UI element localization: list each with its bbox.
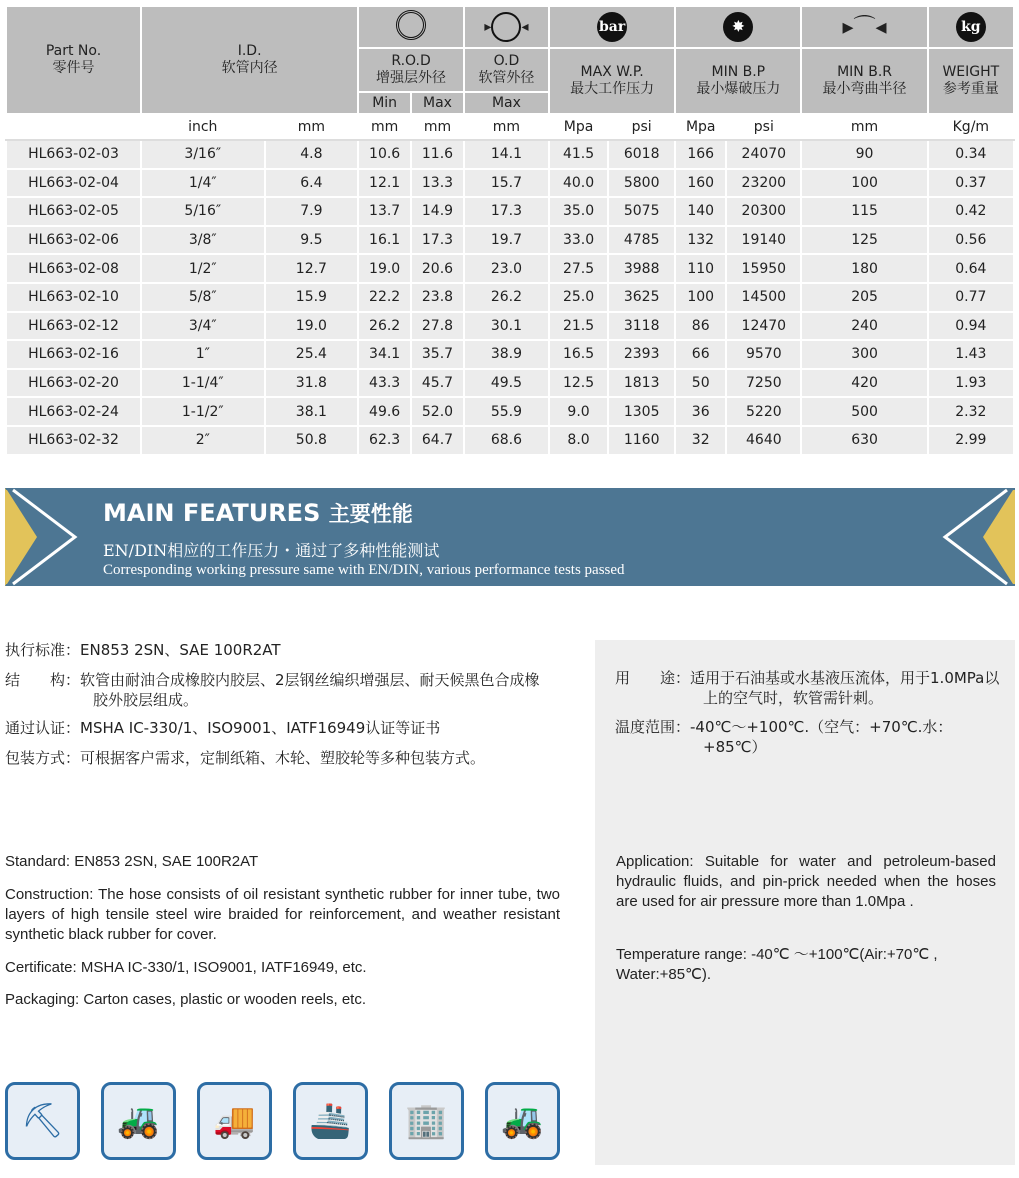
part-header: Part No. 零件号 [6,6,141,114]
table-cell: 0.64 [928,254,1014,283]
table-cell: 25.0 [549,283,608,312]
table-cell: 3625 [608,283,675,312]
table-cell: 3118 [608,312,675,341]
application-icons [5,1082,560,1160]
table-cell: 26.2 [358,312,411,341]
table-cell: 2393 [608,340,675,369]
table-cell: 35.7 [411,340,464,369]
od-max: Max [464,92,549,114]
table-cell: 24070 [726,140,801,169]
table-cell: HL663-02-08 [6,254,141,283]
table-cell: 68.6 [464,426,549,455]
table-cell: 16.1 [358,226,411,255]
table-cell: 205 [801,283,927,312]
cn-temperature: 温度范围：-40℃～+100℃.（空气：+70℃.水：+85℃） [615,718,953,756]
table-cell: 500 [801,397,927,426]
table-cell: 25.4 [265,340,359,369]
table-cell: 110 [675,254,726,283]
building-icon: 🏢 [389,1082,464,1160]
table-cell: 0.56 [928,226,1014,255]
od-icon: ▸ ◂ [464,6,549,48]
table-cell: 64.7 [411,426,464,455]
en-application: Application: Suitable for water and petroleum-based hydraulic fluids, and pin-prick needed when the hoses are used for air pressure more than 1.0Mpa . [616,853,996,910]
table-cell: 66 [675,340,726,369]
en-packaging: Packaging: Carton cases, plastic or wooden reels, etc. [5,991,367,1008]
table-cell: 1.93 [928,369,1014,398]
banner-line-en: Corresponding working pressure same with EN/DIN, various performance tests passed [103,562,625,578]
table-cell: 34.1 [358,340,411,369]
ship-crane-icon: 🚢 [293,1082,368,1160]
rod-header: R.O.D 增强层外径 [358,48,464,92]
table-cell: 3/16″ [141,140,265,169]
table-cell: 52.0 [411,397,464,426]
table-cell: 1160 [608,426,675,455]
table-cell: 0.34 [928,140,1014,169]
cn-construction: 结 构：软管由耐油合成橡胶内胶层、2层钢丝编织增强层、耐天候黑色合成橡胶外胶层组成。 [5,671,540,709]
banner-title-cn: 主要性能 [328,502,413,526]
tractor-field-icon: 🚜 [485,1082,560,1160]
table-cell: 630 [801,426,927,455]
spec-table [5,5,1015,456]
wp-header: MAX W.P. 最大工作压力 [549,48,675,114]
table-cell: HL663-02-04 [6,169,141,198]
en-construction: Construction: The hose consists of oil resistant synthetic rubber for inner tube, two layers of high tensile steel wire braided for reinforcement, and weather resistant synthetic black rubber for cover. [5,886,560,943]
table-cell: HL663-02-10 [6,283,141,312]
table-row [6,426,1014,455]
table-cell: 10.6 [358,140,411,169]
table-cell: 5220 [726,397,801,426]
table-cell: 16.5 [549,340,608,369]
rod-icon [358,6,464,48]
table-cell: 20300 [726,197,801,226]
cn-packaging: 包装方式：可根据客户需求，定制纸箱、木轮、塑胶轮等多种包装方式。 [5,749,486,767]
unit-cell: psi [608,114,675,140]
table-cell: 41.5 [549,140,608,169]
table-row [6,169,1014,198]
table-cell: 160 [675,169,726,198]
wheel-loader-icon: 🚜 [101,1082,176,1160]
od-header: O.D 软管外径 [464,48,549,92]
table-row [6,140,1014,169]
table-cell: 5075 [608,197,675,226]
table-cell: 33.0 [549,226,608,255]
en-certificate: Certificate: MSHA IC-330/1, ISO9001, IATF16949, etc. [5,959,367,976]
kg-icon: kg [928,6,1014,48]
rod-max: Max [411,92,464,114]
en-standard: Standard: EN853 2SN, SAE 100R2AT [5,853,259,870]
table-cell: 15.7 [464,169,549,198]
table-cell: 1″ [141,340,265,369]
table-cell: HL663-02-20 [6,369,141,398]
table-cell: 5/8″ [141,283,265,312]
table-cell: 30.1 [464,312,549,341]
table-cell: 180 [801,254,927,283]
table-cell: 21.5 [549,312,608,341]
table-cell: 3/8″ [141,226,265,255]
unit-cell: psi [726,114,801,140]
table-cell: HL663-02-06 [6,226,141,255]
unit-cell: mm [358,114,411,140]
table-cell: 7250 [726,369,801,398]
banner-title: MAIN FEATURES [103,499,321,527]
table-cell: 14.9 [411,197,464,226]
weight-header: WEIGHT 参考重量 [928,48,1014,114]
table-cell: 22.2 [358,283,411,312]
table-cell: 62.3 [358,426,411,455]
table-cell: 125 [801,226,927,255]
table-cell: 0.94 [928,312,1014,341]
table-cell: 38.1 [265,397,359,426]
table-cell: 115 [801,197,927,226]
table-cell: 166 [675,140,726,169]
en-temperature: Temperature range: -40℃ ～+100℃(Air:+70℃ , Water:+85℃). [616,946,938,983]
unit-cell: mm [265,114,359,140]
table-row [6,340,1014,369]
table-cell: 5/16″ [141,197,265,226]
table-cell: 9570 [726,340,801,369]
table-cell: 14.1 [464,140,549,169]
table-cell: HL663-02-24 [6,397,141,426]
cn-application: 用 途：适用于石油基或水基液压流体，用于1.0MPa以上的空气时，软管需针刺。 [615,669,1000,707]
units-row [6,114,1014,140]
table-cell: HL663-02-32 [6,426,141,455]
table-cell: 23200 [726,169,801,198]
table-cell: 1305 [608,397,675,426]
table-cell: 23.0 [464,254,549,283]
banner-line-cn: EN/DIN相应的工作压力・通过了多种性能测试 [103,541,440,560]
table-cell: 27.5 [549,254,608,283]
table-cell: 6.4 [265,169,359,198]
bar-icon: bar [549,6,675,48]
table-cell: 17.3 [464,197,549,226]
unit-cell: inch [141,114,265,140]
bend-icon: ▸⌒◂ [801,6,927,48]
table-cell: 12.7 [265,254,359,283]
table-cell: 12.5 [549,369,608,398]
table-row [6,254,1014,283]
table-cell: 11.6 [411,140,464,169]
table-cell: 50 [675,369,726,398]
table-cell: 15.9 [265,283,359,312]
main-features-banner [5,488,1015,586]
cn-certificate: 通过认证：MSHA IC-330/1、ISO9001、IATF16949认证等证书 [5,719,441,737]
table-row [6,283,1014,312]
table-cell: 43.3 [358,369,411,398]
id-header: I.D. 软管内径 [141,6,358,114]
table-cell: 3988 [608,254,675,283]
rod-min: Min [358,92,411,114]
unit-cell: mm [411,114,464,140]
table-cell: 420 [801,369,927,398]
table-cell: 31.8 [265,369,359,398]
table-cell: 14500 [726,283,801,312]
table-cell: 19140 [726,226,801,255]
table-cell: 2.99 [928,426,1014,455]
table-cell: 4640 [726,426,801,455]
table-cell: 8.0 [549,426,608,455]
table-cell: 45.7 [411,369,464,398]
table-cell: 49.5 [464,369,549,398]
table-cell: 1/4″ [141,169,265,198]
table-cell: 90 [801,140,927,169]
table-cell: HL663-02-16 [6,340,141,369]
table-cell: 49.6 [358,397,411,426]
cn-standard: 执行标准：EN853 2SN、SAE 100R2AT [5,641,281,659]
table-cell: 2.32 [928,397,1014,426]
table-cell: 0.42 [928,197,1014,226]
table-cell: 140 [675,197,726,226]
unit-cell: mm [801,114,927,140]
unit-cell [6,114,141,140]
table-cell: 4785 [608,226,675,255]
table-cell: HL663-02-05 [6,197,141,226]
table-cell: 1-1/4″ [141,369,265,398]
table-cell: 5800 [608,169,675,198]
table-cell: 40.0 [549,169,608,198]
table-cell: 100 [675,283,726,312]
table-cell: 36 [675,397,726,426]
table-cell: 0.77 [928,283,1014,312]
table-row [6,312,1014,341]
table-cell: 1-1/2″ [141,397,265,426]
table-cell: 100 [801,169,927,198]
table-cell: HL663-02-03 [6,140,141,169]
table-cell: 20.6 [411,254,464,283]
table-row [6,369,1014,398]
table-cell: HL663-02-12 [6,312,141,341]
table-cell: 6018 [608,140,675,169]
table-cell: 9.0 [549,397,608,426]
table-cell: 7.9 [265,197,359,226]
table-cell: 1/2″ [141,254,265,283]
table-cell: 1.43 [928,340,1014,369]
table-cell: 86 [675,312,726,341]
unit-cell: Mpa [549,114,608,140]
unit-cell: Kg/m [928,114,1014,140]
table-cell: 32 [675,426,726,455]
table-cell: 50.8 [265,426,359,455]
table-cell: 35.0 [549,197,608,226]
table-cell: 2″ [141,426,265,455]
table-cell: 13.7 [358,197,411,226]
table-cell: 12.1 [358,169,411,198]
table-cell: 12470 [726,312,801,341]
br-header: MIN B.R 最小弯曲半径 [801,48,927,114]
excavator-icon: ⛏ [5,1082,80,1160]
table-row [6,226,1014,255]
unit-cell: mm [464,114,549,140]
table-cell: 19.0 [358,254,411,283]
table-row [6,197,1014,226]
table-cell: 15950 [726,254,801,283]
table-cell: 23.8 [411,283,464,312]
table-cell: 240 [801,312,927,341]
table-cell: 3/4″ [141,312,265,341]
table-cell: 9.5 [265,226,359,255]
table-cell: 0.37 [928,169,1014,198]
table-row [6,397,1014,426]
table-cell: 17.3 [411,226,464,255]
table-cell: 132 [675,226,726,255]
table-cell: 27.8 [411,312,464,341]
table-cell: 13.3 [411,169,464,198]
table-cell: 4.8 [265,140,359,169]
table-cell: 55.9 [464,397,549,426]
burst-icon: ✸ [675,6,801,48]
bp-header: MIN B.P 最小爆破压力 [675,48,801,114]
table-cell: 300 [801,340,927,369]
table-cell: 26.2 [464,283,549,312]
table-cell: 19.0 [265,312,359,341]
dump-truck-icon: 🚚 [197,1082,272,1160]
table-cell: 38.9 [464,340,549,369]
table-cell: 1813 [608,369,675,398]
unit-cell: Mpa [675,114,726,140]
table-cell: 19.7 [464,226,549,255]
